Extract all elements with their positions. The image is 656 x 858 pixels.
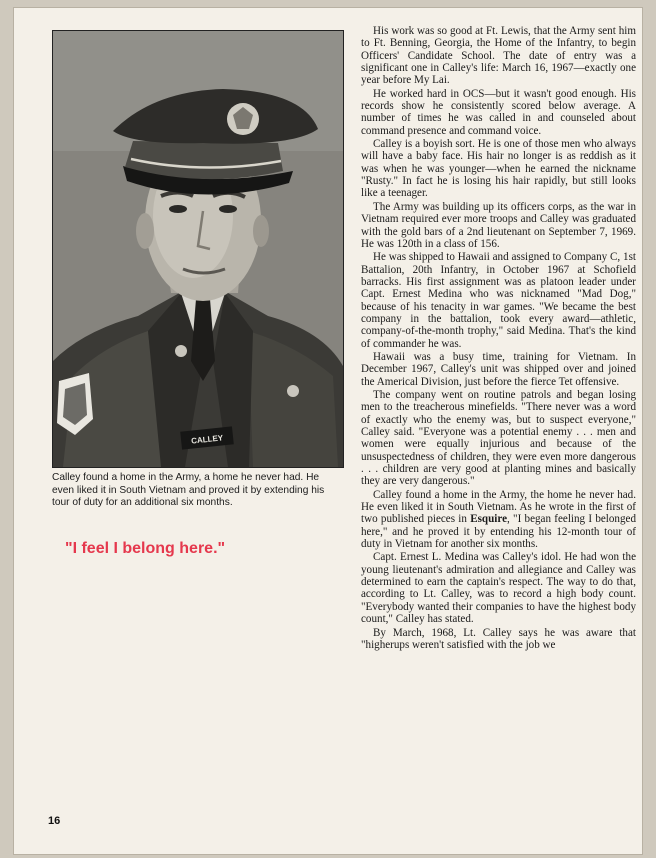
article-paragraph: Capt. Ernest L. Medina was Calley's idol. He had won the young lieutenant's admiration and allegiance and Calley was determined to earn the captain's respect. The way to do that, according to Lt. Calley, was to record a high body count. "Everybody wanted their companies to have the highest body count," Calley has stated.	[361, 551, 636, 626]
name-tag-text: CALLEY	[190, 433, 224, 446]
portrait-illustration	[53, 31, 343, 467]
magazine-name: Esquire	[470, 513, 507, 526]
magazine-page	[14, 8, 642, 854]
photo-caption: Calley found a home in the Army, a home he never had. He even liked it in South Vietnam and proved it by extending his tour of duty for an additional six months.	[52, 472, 325, 509]
article-paragraph: He was shipped to Hawaii and assigned to Company C, 1st Battalion, 20th Infantry, in October 1967 at Schofield barracks. His first assignment was as platoon leader under Capt. Ernest Medina who was nicknamed "Mad Dog," because of his tenacity in war games. "We became the best company in the battalion, took every award—athletic, company-of-the-month trophy," said Medina. That's the kind of commander he was.	[361, 251, 636, 350]
page-number: 16	[48, 815, 61, 827]
article-paragraph: He worked hard in OCS—but it wasn't good enough. His records show he consistently scored below average. A number of times he was called in and counseled about command presence and command voice.	[361, 87, 636, 137]
article-paragraph: Calley is a boyish sort. He is one of those men who always will have a baby face. His hair no longer is as reddish as it was when he was younger—when he earned the nickname "Rusty." In fact he is losing his hair rapidly, but still looks like a teenager.	[361, 138, 636, 200]
paragraph-text: Calley found a home in the Army, the home he never had. He even liked it in South Vietnam. As he wrote in the first of two published pieces in	[361, 488, 636, 526]
portrait-photo	[52, 30, 344, 468]
article-paragraph: The Army was building up its officers corps, as the war in Vietnam required ever more troops and Calley was graduated with the gold bars of a 2nd lieutenant on September 7, 1969. He was 120th in a class of 156.	[361, 200, 636, 250]
article-paragraph: The company went on routine patrols and began losing men to the treacherous minefields. "There never was a word of exactly who the enemy was, but to suspect everyone," Calley said. "Everyone was a potential enemy . . . men and women were equally injurious and because of the unsuspectedness of children, they were even more dangerous . . . children are very good at planting mines and basically they are very dangerous."	[361, 388, 636, 488]
article-column	[361, 25, 636, 652]
article-paragraph	[361, 489, 636, 551]
article-paragraph: By March, 1968, Lt. Calley says he was aware that "higherups weren't satisfied with the job we	[361, 626, 636, 651]
article-paragraph: Hawaii was a busy time, training for Vietnam. In December 1967, Calley's unit was shipped over and joined the Americal Division, just before the fierce Tet offensive.	[361, 350, 636, 388]
paragraph-text: , "I began feeling I belonged here," and he proved it by entending his 12-month tour of duty in Vietnam for another six months.	[361, 513, 636, 551]
pull-quote: "I feel I belong here."	[65, 540, 226, 557]
article-paragraph: His work was so good at Ft. Lewis, that the Army sent him to Ft. Benning, Georgia, the Home of the Infantry, to begin Officers' Candidate School. The date of entry was a significant one in Calley's life: March 16, 1967—exactly one year before My Lai.	[361, 25, 636, 87]
